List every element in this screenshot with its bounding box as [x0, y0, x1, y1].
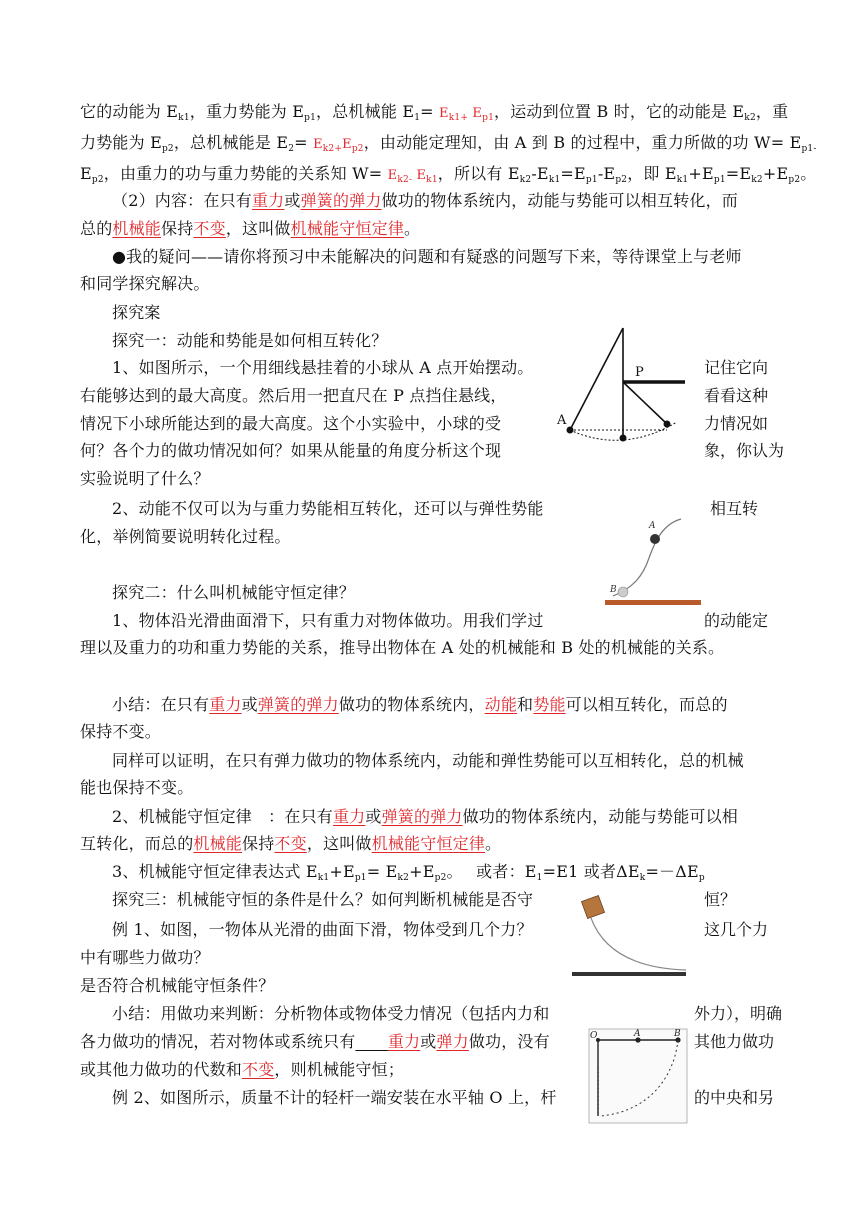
question-line: 和同学探究解决。 — [80, 274, 210, 293]
text-line-right: 相互转 — [710, 499, 759, 518]
block-slide-figure — [566, 890, 690, 982]
text-line: 化，举例简要说明转化过程。 — [80, 527, 291, 546]
point-a-label: A — [557, 413, 567, 428]
point-a-label: A — [649, 521, 656, 531]
text-line-right: 记住它向 — [704, 358, 769, 377]
point-o-label: O — [590, 1031, 598, 1041]
summary-line: 保持不变。 — [80, 722, 162, 741]
text-line-right: 的中央和另 — [694, 1088, 775, 1107]
text-line-right: 力情况如 — [704, 414, 769, 433]
curved-track-figure — [603, 516, 703, 608]
summary-line: 小结：在只有重力或弹簧的弹力做功的物体系统内，动能和势能可以相互转化，而总的 — [112, 695, 728, 714]
text-line: 同样可以证明，在只有弹力做功的物体系统内，动能和弹性势能可以互相转化，总的机械 — [112, 751, 744, 770]
text-line: 情况下小球所能达到的最大高度。这个小实验中，小球的受 — [80, 414, 502, 433]
text-line-right: 其他力做功 — [694, 1032, 775, 1051]
text-line: 力势能为 $E_{p2}$，总机械能是 $E_2= E_{k2+}E_{p2}$，由动能定理知，由 A 到 B 的过程中，重力所做的功 $W= E_{p1-}$ — [80, 133, 817, 154]
example-line: 是否符合机械能守恒条件？ — [80, 976, 275, 995]
example-line: 例 1、如图，一物体从光滑的曲面下滑，物体受到几个力？ — [112, 920, 533, 939]
text-line-right: 这几个力 — [704, 920, 769, 939]
example-line: 例 2、如图所示，质量不计的轻杆一端安装在水平轴 O 上，杆 — [112, 1088, 557, 1107]
text-line-right: 的动能定 — [704, 611, 769, 630]
text-line: 实验说明了什么？ — [80, 469, 210, 488]
text-line-right: 看看这种 — [704, 386, 769, 405]
point-b-label: B — [610, 585, 617, 595]
explore3-title: 探究三：机械能守恒的条件是什么？如何判断机械能是否守 — [112, 890, 534, 909]
law-line: 互转化，而总的机械能保持不变，这叫做机械能守恒定律。 — [80, 834, 502, 853]
text-line: 2、动能不仅可以为与重力势能相互转化，还可以与弹性势能 — [112, 499, 544, 518]
text-line: 能也保持不变。 — [80, 778, 194, 797]
text-line: 1、如图所示，一个用细线悬挂着的小球从 A 点开始摆动。 — [112, 358, 534, 377]
pendulum-figure — [555, 326, 690, 451]
expression-line: 3、机械能守恒定律表达式 $E_{k1}+E_{p1}= E_{k2}+E_{p2}$。 或者：$E_1=E1$ 或者$\Delta E_k=-\Delta E_p$ — [112, 862, 705, 883]
point-p-label: P — [635, 365, 644, 380]
example-line: 中有哪些力做功？ — [80, 948, 210, 967]
explore2-title: 探究二：什么叫机械能守恒定律？ — [112, 583, 356, 602]
point-a-label: A — [634, 1029, 641, 1039]
content-line: 总的机械能保持不变，这叫做机械能守恒定律。 — [80, 219, 421, 238]
text-line-right: 象，你认为 — [704, 441, 785, 460]
text-line-right: 恒？ — [704, 890, 737, 909]
text-line: 它的动能为 $E_{k1}$，重力势能为 $E_{p1}$，总机械能 $E_1= E_{k1+}$ $E_{p1}$，运动到位置 B 时，它的动能是 $E_{k2}$，重 — [80, 102, 789, 123]
text-line-right: 外力），明确 — [694, 1004, 783, 1023]
summary-line: 各力做功的情况，若对物体或系统只有 重力或弹力做功，没有 — [80, 1032, 550, 1051]
text-line: $E_{p2}$，由重力的功与重力势能的关系知 $W= E_{k2-}$ $E_{k1}$，所以有 $E_{k2}-E_{k1}=E_{p1}-E_{p2}$，即 $E_{k1}+E_{p1}=E_{k2}+E_{p2}$。 — [80, 164, 817, 185]
content-line: （2）内容：在只有重力或弹簧的弹力做功的物体系统内，动能与势能可以相互转化，而 — [112, 191, 739, 210]
rod-figure — [588, 1028, 688, 1124]
point-b-label: B — [674, 1029, 681, 1039]
text-line: 右能够达到的最大高度。然后用一把直尺在 P 点挡住悬线， — [80, 386, 507, 405]
question-line: ●我的疑问——请你将预习中未能解决的问题和有疑惑的问题写下来，等待课堂上与老师 — [112, 247, 742, 266]
text-line: 理以及重力的功和重力势能的关系，推导出物体在 A 处的机械能和 B 处的机械能的关系。 — [80, 638, 725, 657]
section-title: 探究案 — [112, 303, 161, 322]
summary-line: 小结：用做功来判断：分析物体或物体受力情况（包括内力和 — [112, 1004, 550, 1023]
summary-line: 或其他力做功的代数和不变，则机械能守恒； — [80, 1060, 405, 1079]
text-line: 1、物体沿光滑曲面滑下，只有重力对物体做功。用我们学过 — [112, 611, 544, 630]
text-line: 何？各个力的做功情况如何？如果从能量的角度分析这个现 — [80, 441, 502, 460]
law-line: 2、机械能守恒定律 ：在只有重力或弹簧的弹力做功的物体系统内，动能与势能可以相 — [112, 807, 739, 826]
explore1-title: 探究一：动能和势能是如何相互转化？ — [112, 331, 388, 350]
